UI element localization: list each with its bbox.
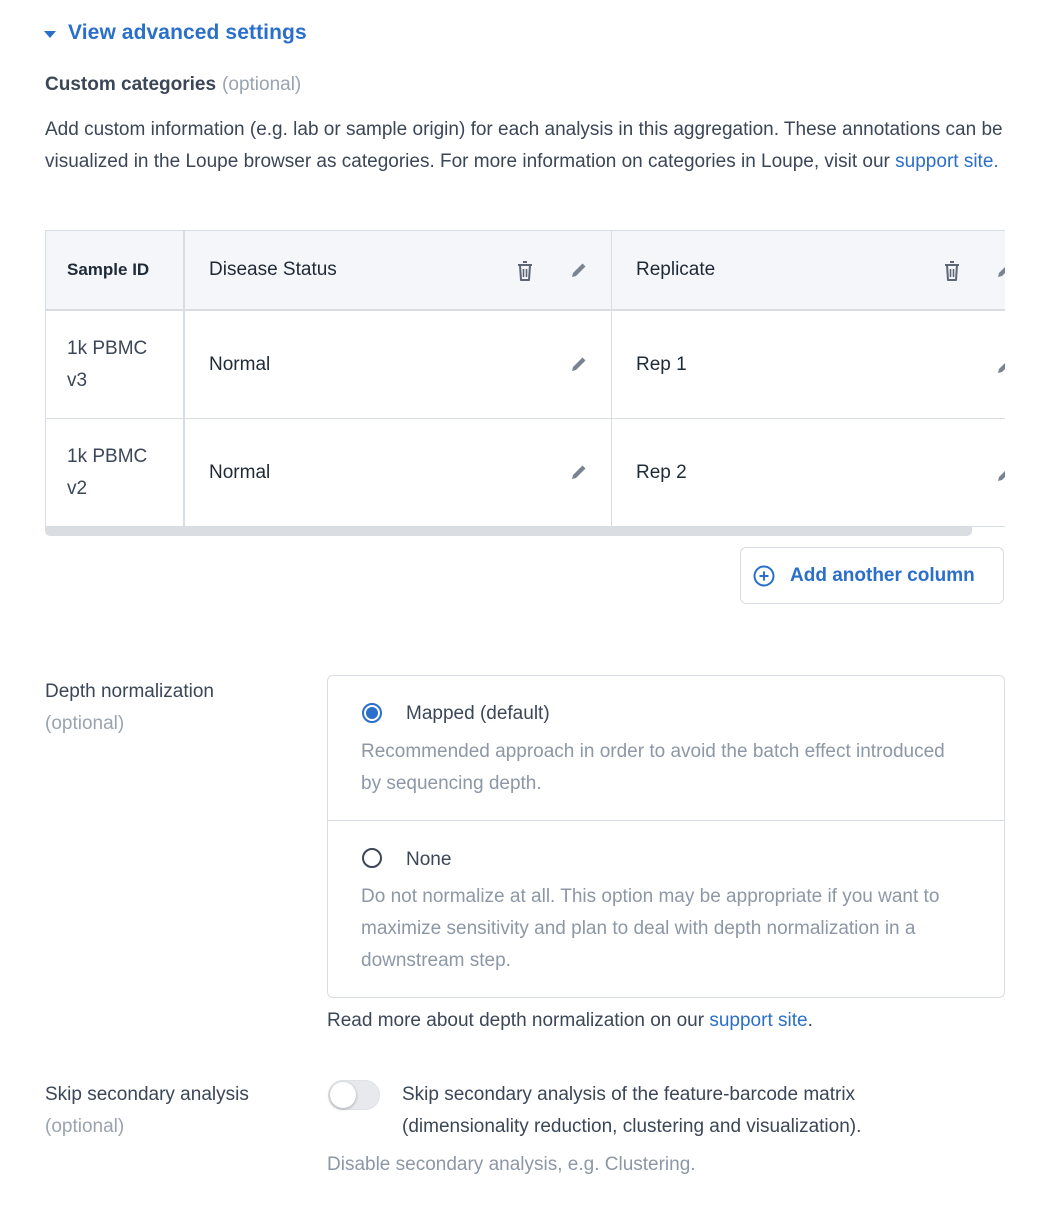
custom-categories-heading: Custom categories — [45, 74, 217, 95]
none-option-title[interactable]: None — [406, 849, 452, 870]
table-row-1-sample-id — [46, 311, 185, 419]
plus-circle-icon — [753, 565, 775, 587]
options-divider — [328, 820, 1004, 821]
categories-table — [45, 230, 1005, 527]
custom-categories-description — [45, 114, 1010, 178]
replicate-value: Rep 2 — [636, 462, 687, 483]
support-site-link[interactable]: support site. — [895, 151, 999, 172]
table-row-2-disease-status[interactable] — [185, 419, 612, 527]
header-disease-status-label: Disease Status — [209, 259, 337, 280]
table-row-1-replicate[interactable] — [612, 311, 1005, 419]
pencil-icon[interactable] — [995, 464, 1005, 484]
header-sample-id: Sample ID — [46, 231, 185, 311]
footer-end: . — [807, 1010, 813, 1031]
sample-id-line2: v3 — [67, 369, 88, 391]
skip-secondary-optional: (optional) — [45, 1116, 125, 1137]
pencil-icon[interactable] — [569, 354, 589, 374]
mapped-radio[interactable] — [362, 703, 382, 723]
depth-normalization-title: Depth normalization — [45, 681, 214, 702]
view-advanced-settings-toggle[interactable] — [44, 18, 307, 48]
add-another-column-button[interactable] — [740, 547, 1004, 604]
disease-status-value: Normal — [209, 462, 271, 483]
custom-categories-title — [45, 74, 301, 96]
pencil-icon[interactable] — [995, 356, 1005, 376]
none-option-description: Do not normalize at all. This option may be appropriate if you want to maximize sensitivity and plan to deal with depth normalization in a downstream step. — [361, 886, 940, 971]
view-advanced-settings-label: View advanced settings — [68, 21, 307, 44]
depth-normalization-footer — [327, 1007, 813, 1035]
skip-secondary-toggle[interactable] — [328, 1080, 380, 1110]
sample-id-line1: 1k PBMC — [67, 446, 148, 467]
pencil-icon[interactable] — [995, 260, 1005, 280]
custom-categories-optional: (optional) — [222, 74, 302, 95]
add-another-column-label: Add another column — [790, 564, 975, 586]
trash-icon[interactable] — [943, 260, 961, 282]
mapped-option-title[interactable]: Mapped (default) — [406, 703, 550, 724]
skip-secondary-toggle-description: Skip secondary analysis of the feature-barcode matrix (dimensionality reduction, clustering and visualization). — [402, 1084, 862, 1137]
description-text: Add custom information (e.g. lab or sample origin) for each analysis in this aggregation. These annotations can be visualized in the Loupe browser as categories. For more information on categories in Loupe, visit our — [45, 119, 1003, 172]
none-radio[interactable] — [362, 848, 382, 868]
table-row-2-sample-id — [46, 419, 185, 527]
table-row-1-disease-status[interactable] — [185, 311, 612, 419]
depth-support-site-link[interactable]: support site — [709, 1010, 808, 1031]
disease-status-value: Normal — [209, 353, 271, 375]
skip-secondary-label — [45, 1079, 249, 1143]
caret-down-icon — [44, 31, 56, 38]
table-row-2-replicate[interactable] — [612, 419, 1005, 527]
depth-normalization-optional: (optional) — [45, 713, 125, 734]
replicate-value: Rep 1 — [636, 353, 687, 375]
skip-secondary-hint: Disable secondary analysis, e.g. Clustering. — [327, 1154, 696, 1175]
trash-icon[interactable] — [516, 260, 534, 282]
header-disease-status — [185, 231, 612, 311]
pencil-icon[interactable] — [569, 462, 589, 482]
header-replicate-label: Replicate — [636, 259, 716, 280]
depth-normalization-label — [45, 676, 214, 740]
table-horizontal-scrollbar[interactable] — [45, 527, 972, 536]
toggle-knob — [330, 1082, 356, 1108]
sample-id-line2: v2 — [67, 478, 88, 499]
mapped-option-description: Recommended approach in order to avoid the batch effect introduced by sequencing depth. — [361, 741, 945, 794]
footer-text: Read more about depth normalization on our — [327, 1010, 710, 1031]
skip-secondary-title: Skip secondary analysis — [45, 1084, 249, 1105]
sample-id-line1: 1k PBMC — [67, 337, 148, 359]
pencil-icon[interactable] — [569, 260, 589, 280]
